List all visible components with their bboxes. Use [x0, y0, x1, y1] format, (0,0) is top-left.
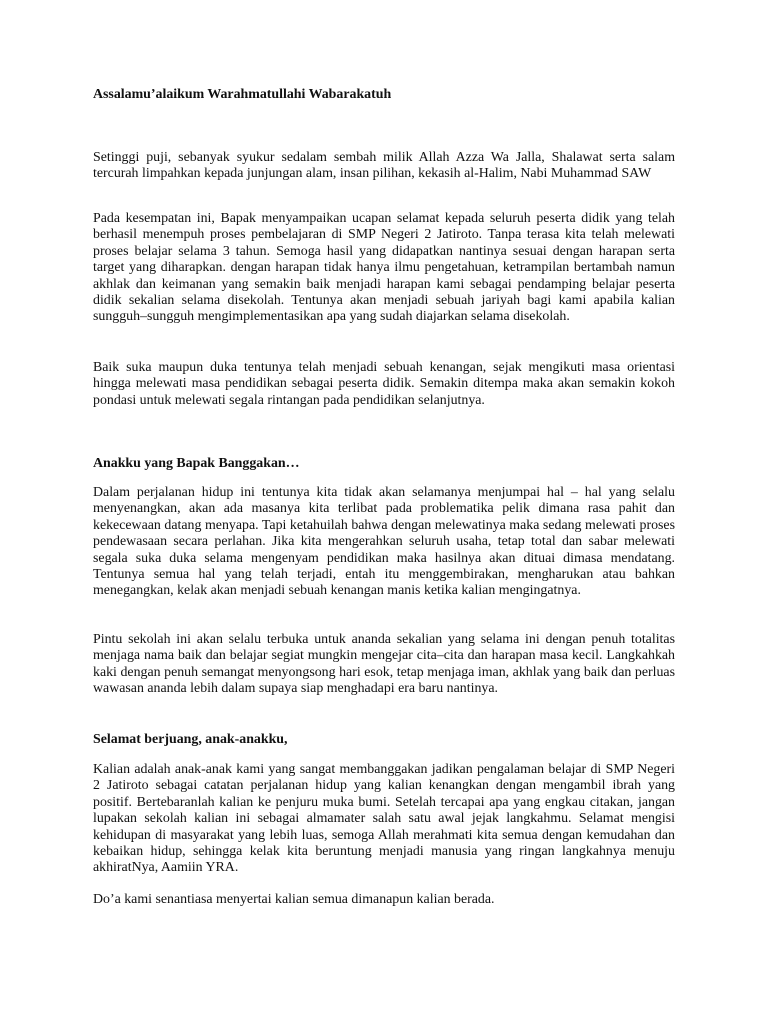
- paragraph-life-journey: Dalam perjalanan hidup ini tentunya kita tidak akan selamanya menjumpai hal – hal yang selalu menyenangkan, akan ada masanya kita terlibat pada problematika pelik dimana rasa pahit dan kekecewaan datang menyapa. Tapi ketahuilah bahwa dengan melewatinya maka sedang melewati proses pendewasaan secara perlahan. Jika kita mengerahkan seluruh usaha, tetap total dan sabar melewati segala suka duka selama mengenyam pendidikan maka hasilnya akan dituai dimasa mendatang. Tentunya semua hal yang telah terjadi, entah itu menggembirakan, mengharukan atau bahkan menegangkan, kelak akan menjadi sebuah kenangan manis ketika kalian mengingatnya.: [93, 485, 675, 599]
- greeting-heading: Assalamu’alaikum Warahmatullahi Wabarakatuh: [93, 87, 392, 102]
- paragraph-congratulations: Pada kesempatan ini, Bapak menyampaikan ucapan selamat kepada seluruh peserta didik yang telah berhasil menempuh proses pembelajaran di SMP Negeri 2 Jatiroto. Tanpa terasa kita telah melewati proses belajar selama 3 tahun. Semoga hasil yang didapatkan nantinya sesuai dengan harapan serta target yang diharapkan. dengan harapan tidak hanya ilmu pengetahuan, ketrampilan bertambah namun akhlak dan keimanan yang semakin baik menjadi harapan kami sebagai pendamping belajar peserta didik sekalian selama disekolah. Tentunya akan menjadi sebuah jariyah bagi kami apabila kalian sungguh–sungguh mengimplementasikan apa yang sudah diajarkan selama disekolah.: [93, 211, 675, 325]
- paragraph-prayer: Do’a kami senantiasa menyertai kalian semua dimanapun kalian berada.: [93, 892, 495, 907]
- paragraph-memories: Baik suka maupun duka tentunya telah menjadi sebuah kenangan, sejak mengikuti masa orientasi hingga melewati masa pendidikan sebagai peserta didik. Semakin ditempa maka akan semakin kokoh pondasi untuk melewati segala rintangan pada pendidikan selanjutnya.: [93, 360, 675, 408]
- paragraph-proud-students: Kalian adalah anak-anak kami yang sangat membanggakan jadikan pengalaman belajar di SMP Negeri 2 Jatiroto sebagai catatan perjalanan hidup yang kalian kenangkan dengan mengambil ibrah yang positif. Bertebaranlah kalian ke penjuru muka bumi. Setelah tercapai apa yang engkau citakan, jangan lupakan sekolah kalian ini sebagai almamater salah satu awal jejak langkahmu. Selamat mengisi kehidupan di masyarakat yang lebih luas, semoga Allah merahmati kita semua dengan kemudahan dan kebaikan hidup, sehingga kelak kita beruntung menjadi manusia yang ringan langkahnya menuju akhiratNya, Aamiin YRA.: [93, 762, 675, 876]
- paragraph-school-door: Pintu sekolah ini akan selalu terbuka untuk ananda sekalian yang selama ini dengan penuh totalitas menjaga nama baik dan belajar segiat mungkin mengejar cita–cita dan harapan masa kecil. Langkahkah kaki dengan penuh semangat menyongsong hari esok, tetap menjaga iman, akhlak yang baik dan perluas wawasan ananda lebih dalam supaya siap menghadapi era baru nantinya.: [93, 632, 675, 697]
- paragraph-opening: Setinggi puji, sebanyak syukur sedalam sembah milik Allah Azza Wa Jalla, Shalawat serta salam tercurah limpahkan kepada junjungan alam, insan pilihan, kekasih al-Halim, Nabi Muhammad SAW: [93, 150, 675, 182]
- section-heading-struggle: Selamat berjuang, anak-anakku,: [93, 732, 288, 747]
- section-heading-proud: Anakku yang Bapak Banggakan…: [93, 456, 300, 471]
